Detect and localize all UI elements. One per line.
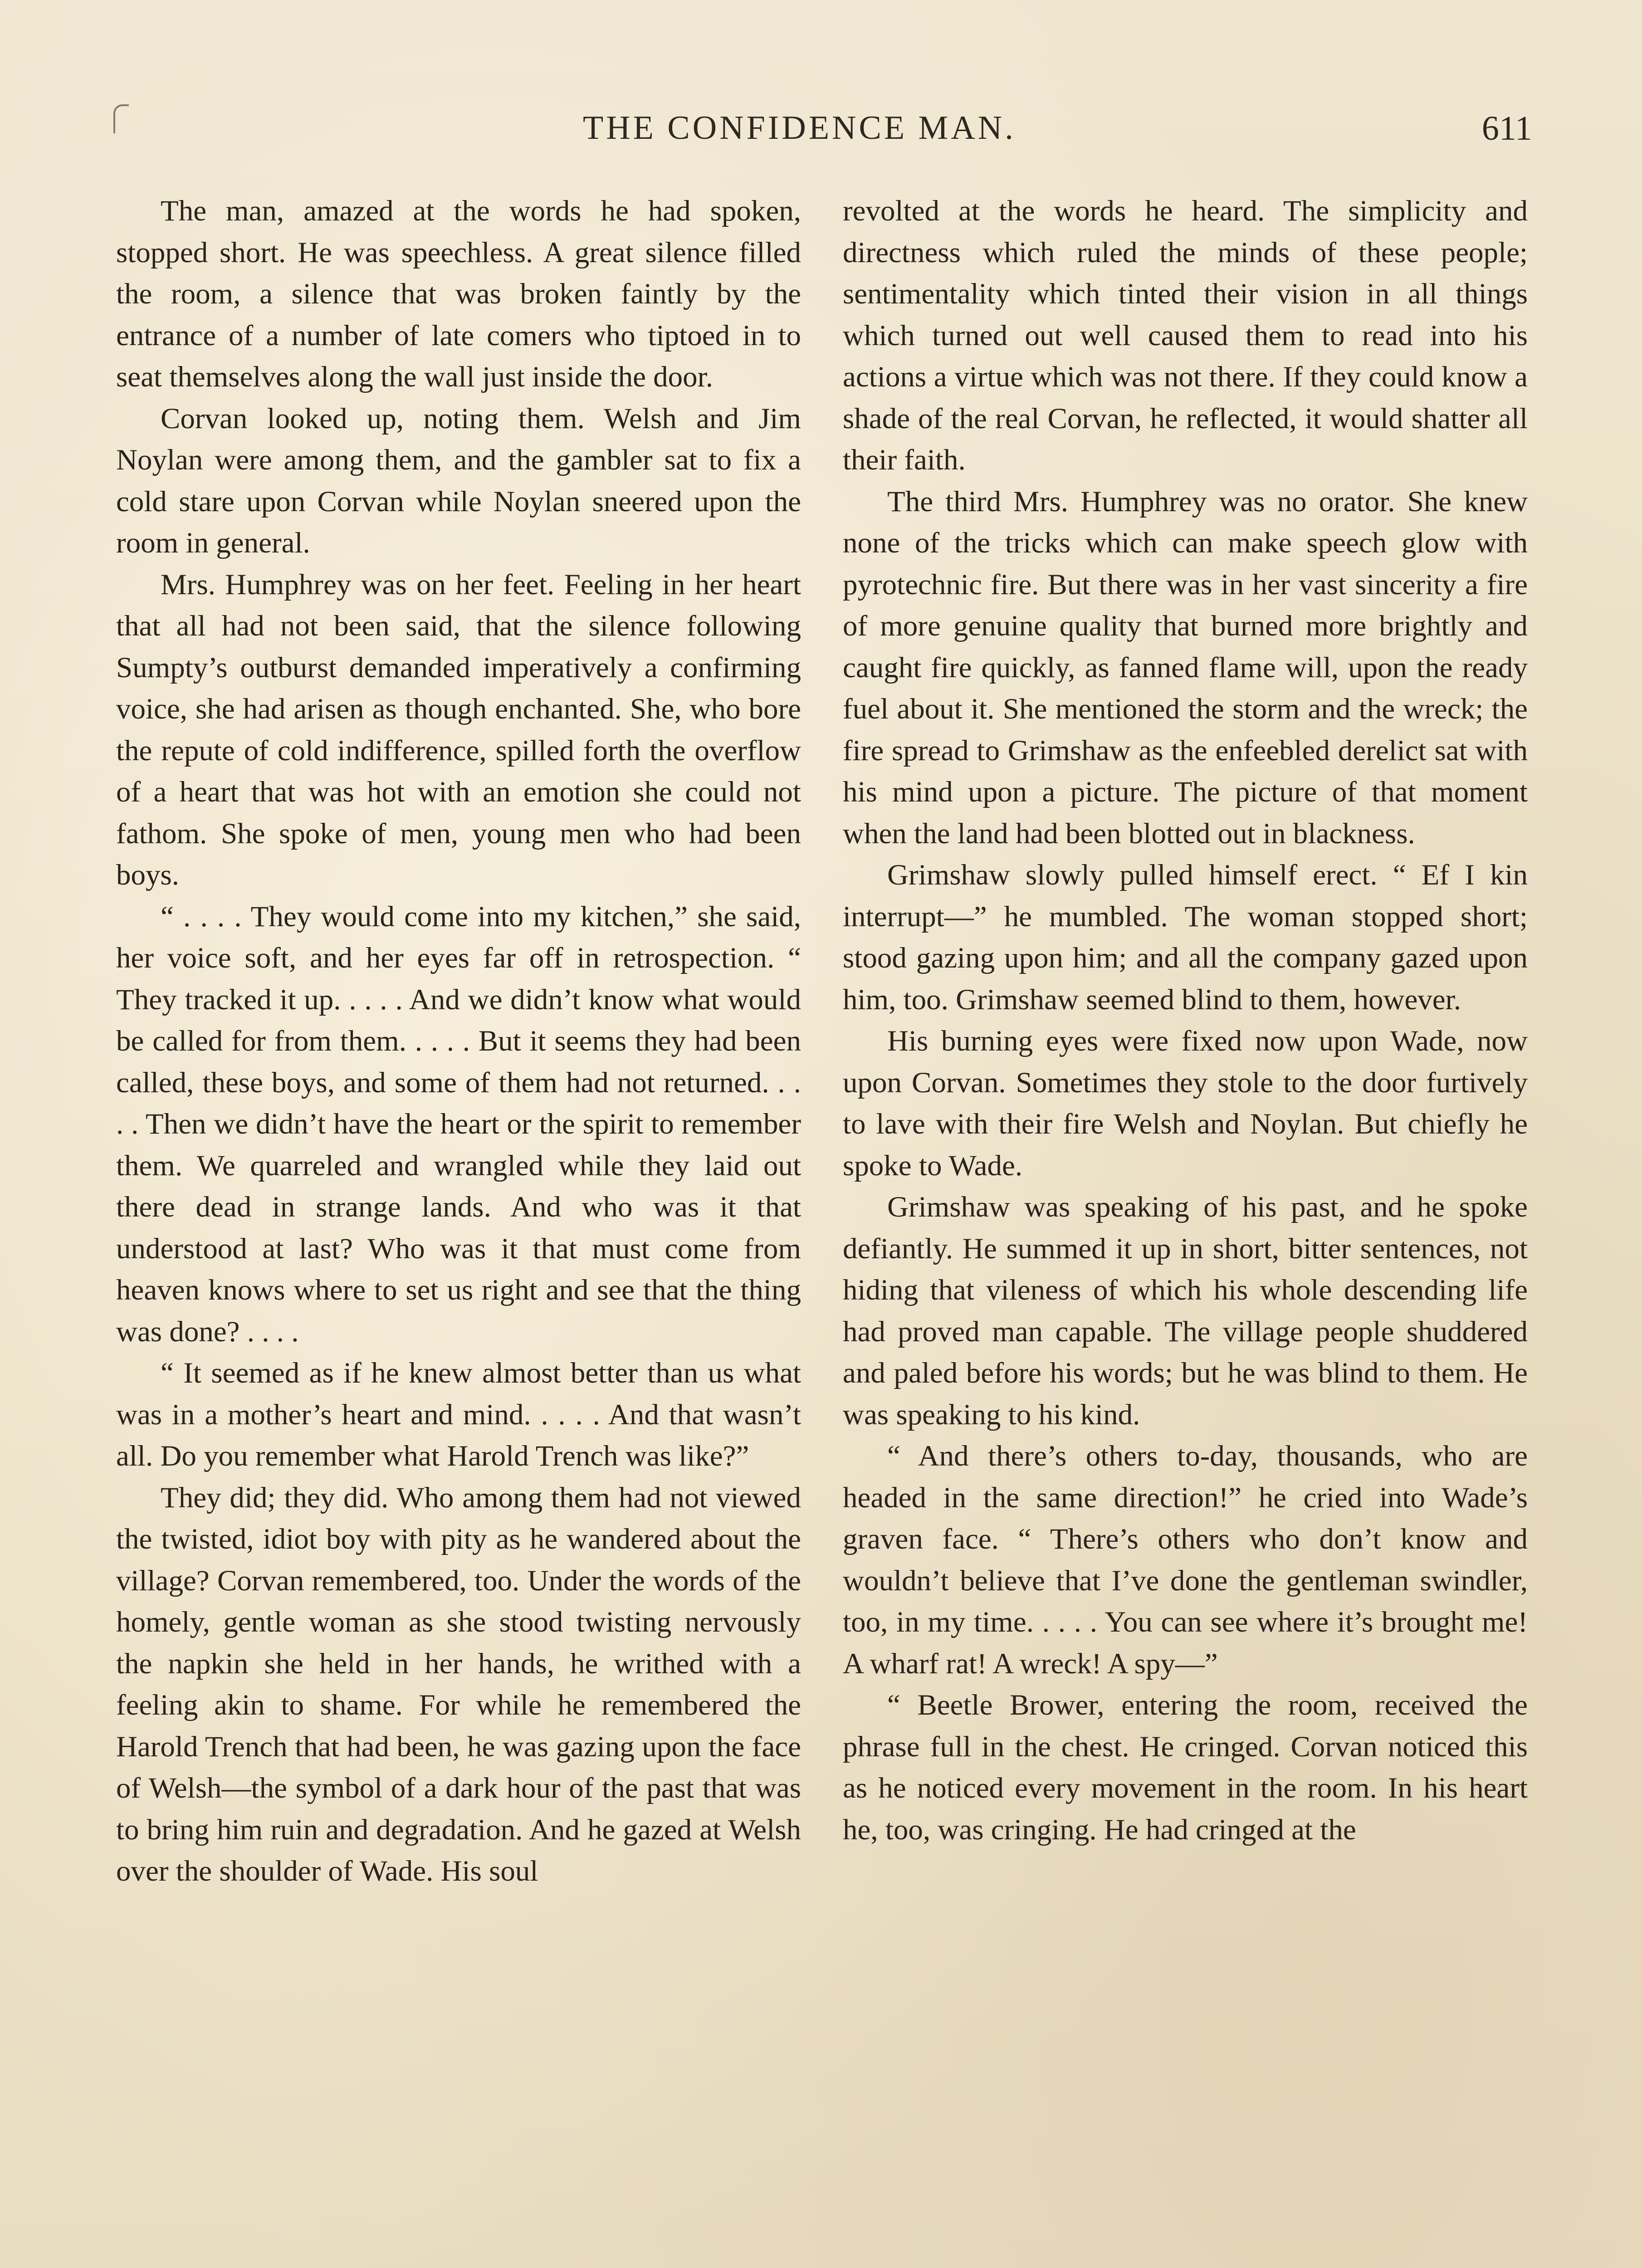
paragraph: Grimshaw was speaking of his past, and he spoke defiantly. He summed it up in short, bitter sentences, not hiding that vileness of which his whole descending life had proved man capable. The village people shuddered and paled before his words; but he was blind to them. He was speaking to his kind.: [843, 1191, 1528, 1431]
paragraph: “ . . . . They would come into my kitchen,” she said, her voice soft, and her eyes far off in retrospection. “ They tracked it up. . . . . And we didn’t know what would be called for from them. . . . . But it seems they had been called, these boys, and some of them had not returned. . . . . Then we didn’t have the heart or the spirit to remember them. We quarreled and wrangled while they laid out there dead in strange lands. And who was it that understood at last? Who was it that must come from heaven knows where to set us right and see that the thing was done? . . . .: [116, 900, 801, 1348]
paragraph: They did; they did. Who among them had not viewed the twisted, idiot boy with pity as he wandered about the village? Corvan remembered, too. Under the words of the homely, gentle woman as she stood twisting nervously the napkin she held in her hands, he writhed with a feeling akin to shame. For while he remembered the Harold Trench that had been, he was gazing upon the face of Welsh—the symbol of a dark hour of the past that was to bring him ruin and degradation. And he gazed at Welsh over the shoulder of Wade. His soul: [116, 1481, 801, 1887]
paragraph: “ Beetle Brower, entering the room, received the phrase full in the chest. He cringed. Corvan noticed this as he noticed every movement in the room. In his heart he, too, was cringing. He had cringed at the: [843, 1689, 1528, 1846]
paragraph: The third Mrs. Humphrey was no orator. She knew none of the tricks which can make speech glow with pyrotechnic fire. But there was in her vast sincerity a fire of more genuine quality that burned more brightly and caught fire quickly, as fanned flame will, upon the ready fuel about it. She mentioned the storm and the wreck; the fire spread to Grimshaw as the enfeebled derelict sat with his mind upon a picture. The picture of that moment when the land had been blotted out in blackness.: [843, 485, 1528, 850]
paragraph: His burning eyes were fixed now upon Wade, now upon Corvan. Sometimes they stole to the door furtively to lave with their fire Welsh and Noylan. But chiefly he spoke to Wade.: [843, 1025, 1528, 1182]
page-number: 611: [1481, 109, 1532, 147]
paragraph: Grimshaw slowly pulled himself erect. “ Ef I kin interrupt—” he mumbled. The woman stopped short; stood gazing upon him; and all the company gazed upon him, too. Grimshaw seemed blind to them, however.: [843, 859, 1528, 1016]
corner-printer-mark: [113, 104, 129, 133]
text-column-left: [116, 191, 801, 1892]
paragraph: Corvan looked up, noting them. Welsh and Jim Noylan were among them, and the gambler sat to fix a cold stare upon Corvan while Noylan sneered upon the room in general.: [116, 402, 801, 559]
paragraph: “ And there’s others to-day, thousands, who are headed in the same direction!” he cried into Wade’s graven face. “ There’s others who don’t know and wouldn’t believe that I’ve done the gentleman swindler, too, in my time. . . . . You can see where it’s brought me! A wharf rat! A wreck! A spy—”: [843, 1440, 1528, 1680]
paragraph: Mrs. Humphrey was on her feet. Feeling in her heart that all had not been said, that the silence following Sumpty’s outburst demanded imperatively a confirming voice, she had arisen as though enchanted. She, who bore the repute of cold indifference, spilled forth the overflow of a heart that was hot with an emotion she could not fathom. She spoke of men, young men who had been boys.: [116, 568, 801, 891]
paragraph: “ It seemed as if he knew almost better than us what was in a mother’s heart and mind. . . . . And that wasn’t all. Do you remember what Harold Trench was like?”: [116, 1357, 801, 1472]
paragraph: The man, amazed at the words he had spoken, stopped short. He was speechless. A great silence filled the room, a silence that was broken faintly by the entrance of a number of late comers who tiptoed in to seat themselves along the wall just inside the door.: [116, 195, 801, 393]
running-title: THE CONFIDENCE MAN.: [583, 109, 1016, 147]
text-column-right: [843, 191, 1528, 1851]
paragraph-continued: revolted at the words he heard. The simplicity and directness which ruled the minds of these people; sentimentality which tinted their vision in all things which turned out well caused them to read into his actions a virtue which was not there. If they could know a shade of the real Corvan, he reflected, it would shatter all their faith.: [843, 195, 1528, 476]
